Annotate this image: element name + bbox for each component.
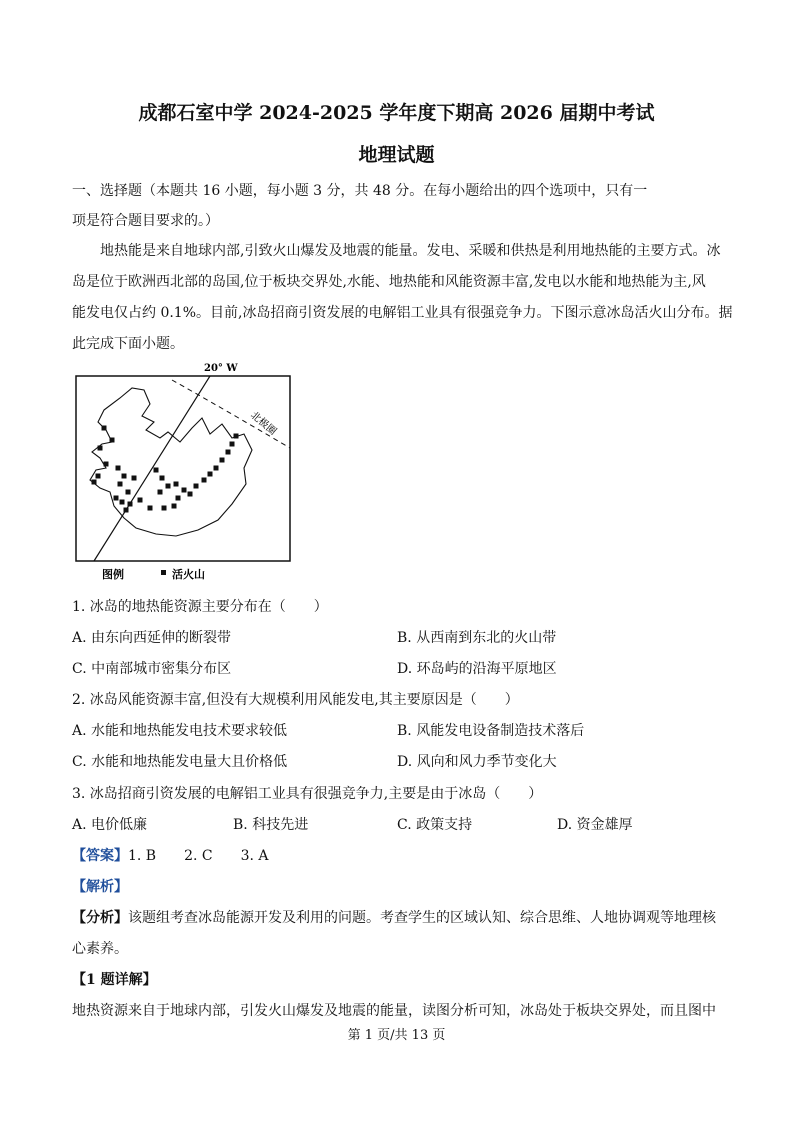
q3-option-b: B. 科技先进 bbox=[233, 817, 309, 833]
volcano-marker bbox=[96, 474, 101, 479]
volcano-marker bbox=[104, 462, 109, 467]
q1-option-c: C. 中南部城市密集分布区 bbox=[72, 661, 232, 677]
question-3-stem: 3. 冰岛招商引资发展的电解铝工业具有很强竞争力,主要是由于冰岛（ ） bbox=[72, 786, 543, 802]
analysis-label: 【解析】 bbox=[72, 879, 128, 895]
volcano-marker bbox=[116, 466, 121, 471]
section-heading-line-1: 一、选择题（本题共 16 小题，每小题 3 分，共 48 分。在每小题给出的四个选项中，只有一 bbox=[72, 183, 648, 199]
volcano-marker bbox=[220, 458, 225, 463]
detail-line-1: 地热资源来自于地球内部，引发火山爆发及地震的能量，读图分析可知，冰岛处于板块交界处，而且图中 bbox=[72, 1003, 716, 1019]
volcano-marker bbox=[230, 442, 235, 447]
longitude-label: 20° W bbox=[204, 363, 238, 374]
q1-option-d: D. 环岛屿的沿海平原地区 bbox=[397, 661, 557, 677]
q3-option-c: C. 政策支持 bbox=[397, 817, 473, 833]
page-title: 成都石室中学 2024-2025 学年度下期高 2026 届期中考试 bbox=[138, 102, 655, 124]
volcano-marker bbox=[138, 498, 143, 503]
volcano-marker bbox=[154, 468, 159, 473]
volcano-marker bbox=[148, 506, 153, 511]
answer-label: 【答案】 bbox=[72, 848, 128, 864]
passage-line-4: 此完成下面小题。 bbox=[72, 336, 184, 352]
passage-line-3: 能发电仅占约 0.1%。目前,冰岛招商引资发展的电解铝工业具有很强竞争力。下图示意冰岛活火山分布。据 bbox=[72, 305, 733, 321]
volcano-marker bbox=[132, 476, 137, 481]
detail-label: 【1 题详解】 bbox=[72, 972, 157, 988]
q3-option-d: D. 资金雄厚 bbox=[557, 817, 633, 833]
q2-option-c: C. 水能和地热能发电量大且价格低 bbox=[72, 754, 288, 770]
question-1-stem: 1. 冰岛的地热能资源主要分布在（ ） bbox=[72, 599, 328, 615]
volcano-marker bbox=[110, 438, 115, 443]
volcano-marker bbox=[160, 476, 165, 481]
volcano-marker bbox=[234, 434, 239, 439]
section-heading-line-2: 项是符合题目要求的。） bbox=[72, 213, 219, 229]
volcano-marker bbox=[182, 488, 187, 493]
analysis-line bbox=[72, 876, 128, 896]
q1-option-b: B. 从西南到东北的火山带 bbox=[397, 630, 557, 646]
volcano-marker bbox=[202, 478, 207, 483]
volcano-marker bbox=[176, 496, 181, 501]
volcano-marker bbox=[128, 502, 133, 507]
volcano-marker bbox=[120, 500, 125, 505]
volcano-marker bbox=[118, 482, 123, 487]
fenxi-line-1 bbox=[72, 907, 716, 927]
legend-label: 图例 bbox=[102, 568, 124, 581]
q2-option-b: B. 风能发电设备制造技术落后 bbox=[397, 723, 585, 739]
fenxi-label: 【分析】 bbox=[72, 910, 128, 926]
q1-option-a: A. 由东向西延伸的断裂带 bbox=[72, 630, 232, 646]
volcano-marker bbox=[98, 446, 103, 451]
volcano-marker bbox=[92, 480, 97, 485]
volcano-marker bbox=[172, 504, 177, 509]
fenxi-line-2: 心素养。 bbox=[72, 941, 128, 957]
volcano-marker bbox=[188, 492, 193, 497]
arctic-circle-label: 北极圈 bbox=[248, 409, 279, 438]
passage-line-2: 岛是位于欧洲西北部的岛国,位于板块交界处,水能、地热能和风能资源丰富,发电以水能和地热能为主,风 bbox=[72, 274, 706, 290]
volcano-marker bbox=[162, 506, 167, 511]
fenxi-text-1: 该题组考查冰岛能源开发及利用的问题。考查学生的区域认知、综合思维、人地协调观等地理核 bbox=[128, 910, 716, 926]
page-footer: 第 1 页/共 13 页 bbox=[347, 1028, 446, 1043]
q2-option-d: D. 风向和风力季节变化大 bbox=[397, 754, 557, 770]
answer-line bbox=[72, 845, 269, 865]
volcano-marker bbox=[208, 472, 213, 477]
q3-option-a: A. 电价低廉 bbox=[72, 817, 148, 833]
legend-item: 活火山 bbox=[172, 568, 205, 581]
iceland-volcano-map bbox=[72, 358, 297, 590]
q2-option-a: A. 水能和地热能发电技术要求较低 bbox=[72, 723, 288, 739]
volcano-marker bbox=[194, 484, 199, 489]
answer-text: 1. B 2. C 3. A bbox=[128, 848, 269, 864]
volcano-marker bbox=[126, 490, 131, 495]
volcano-marker bbox=[166, 484, 171, 489]
volcano-marker bbox=[122, 474, 127, 479]
volcano-marker bbox=[158, 490, 163, 495]
volcano-marker bbox=[114, 496, 119, 501]
question-2-stem: 2. 冰岛风能资源丰富,但没有大规模利用风能发电,其主要原因是（ ） bbox=[72, 692, 519, 708]
volcano-marker bbox=[174, 482, 179, 487]
passage-line-1: 地热能是来自地球内部,引致火山爆发及地震的能量。发电、采暖和供热是利用地热能的主要方式。冰 bbox=[100, 243, 721, 259]
volcano-marker bbox=[102, 426, 107, 431]
volcano-marker bbox=[226, 450, 231, 455]
volcano-marker bbox=[214, 466, 219, 471]
volcano-marker bbox=[124, 508, 129, 513]
page-subtitle: 地理试题 bbox=[358, 144, 435, 166]
legend-volcano-symbol bbox=[161, 570, 166, 575]
